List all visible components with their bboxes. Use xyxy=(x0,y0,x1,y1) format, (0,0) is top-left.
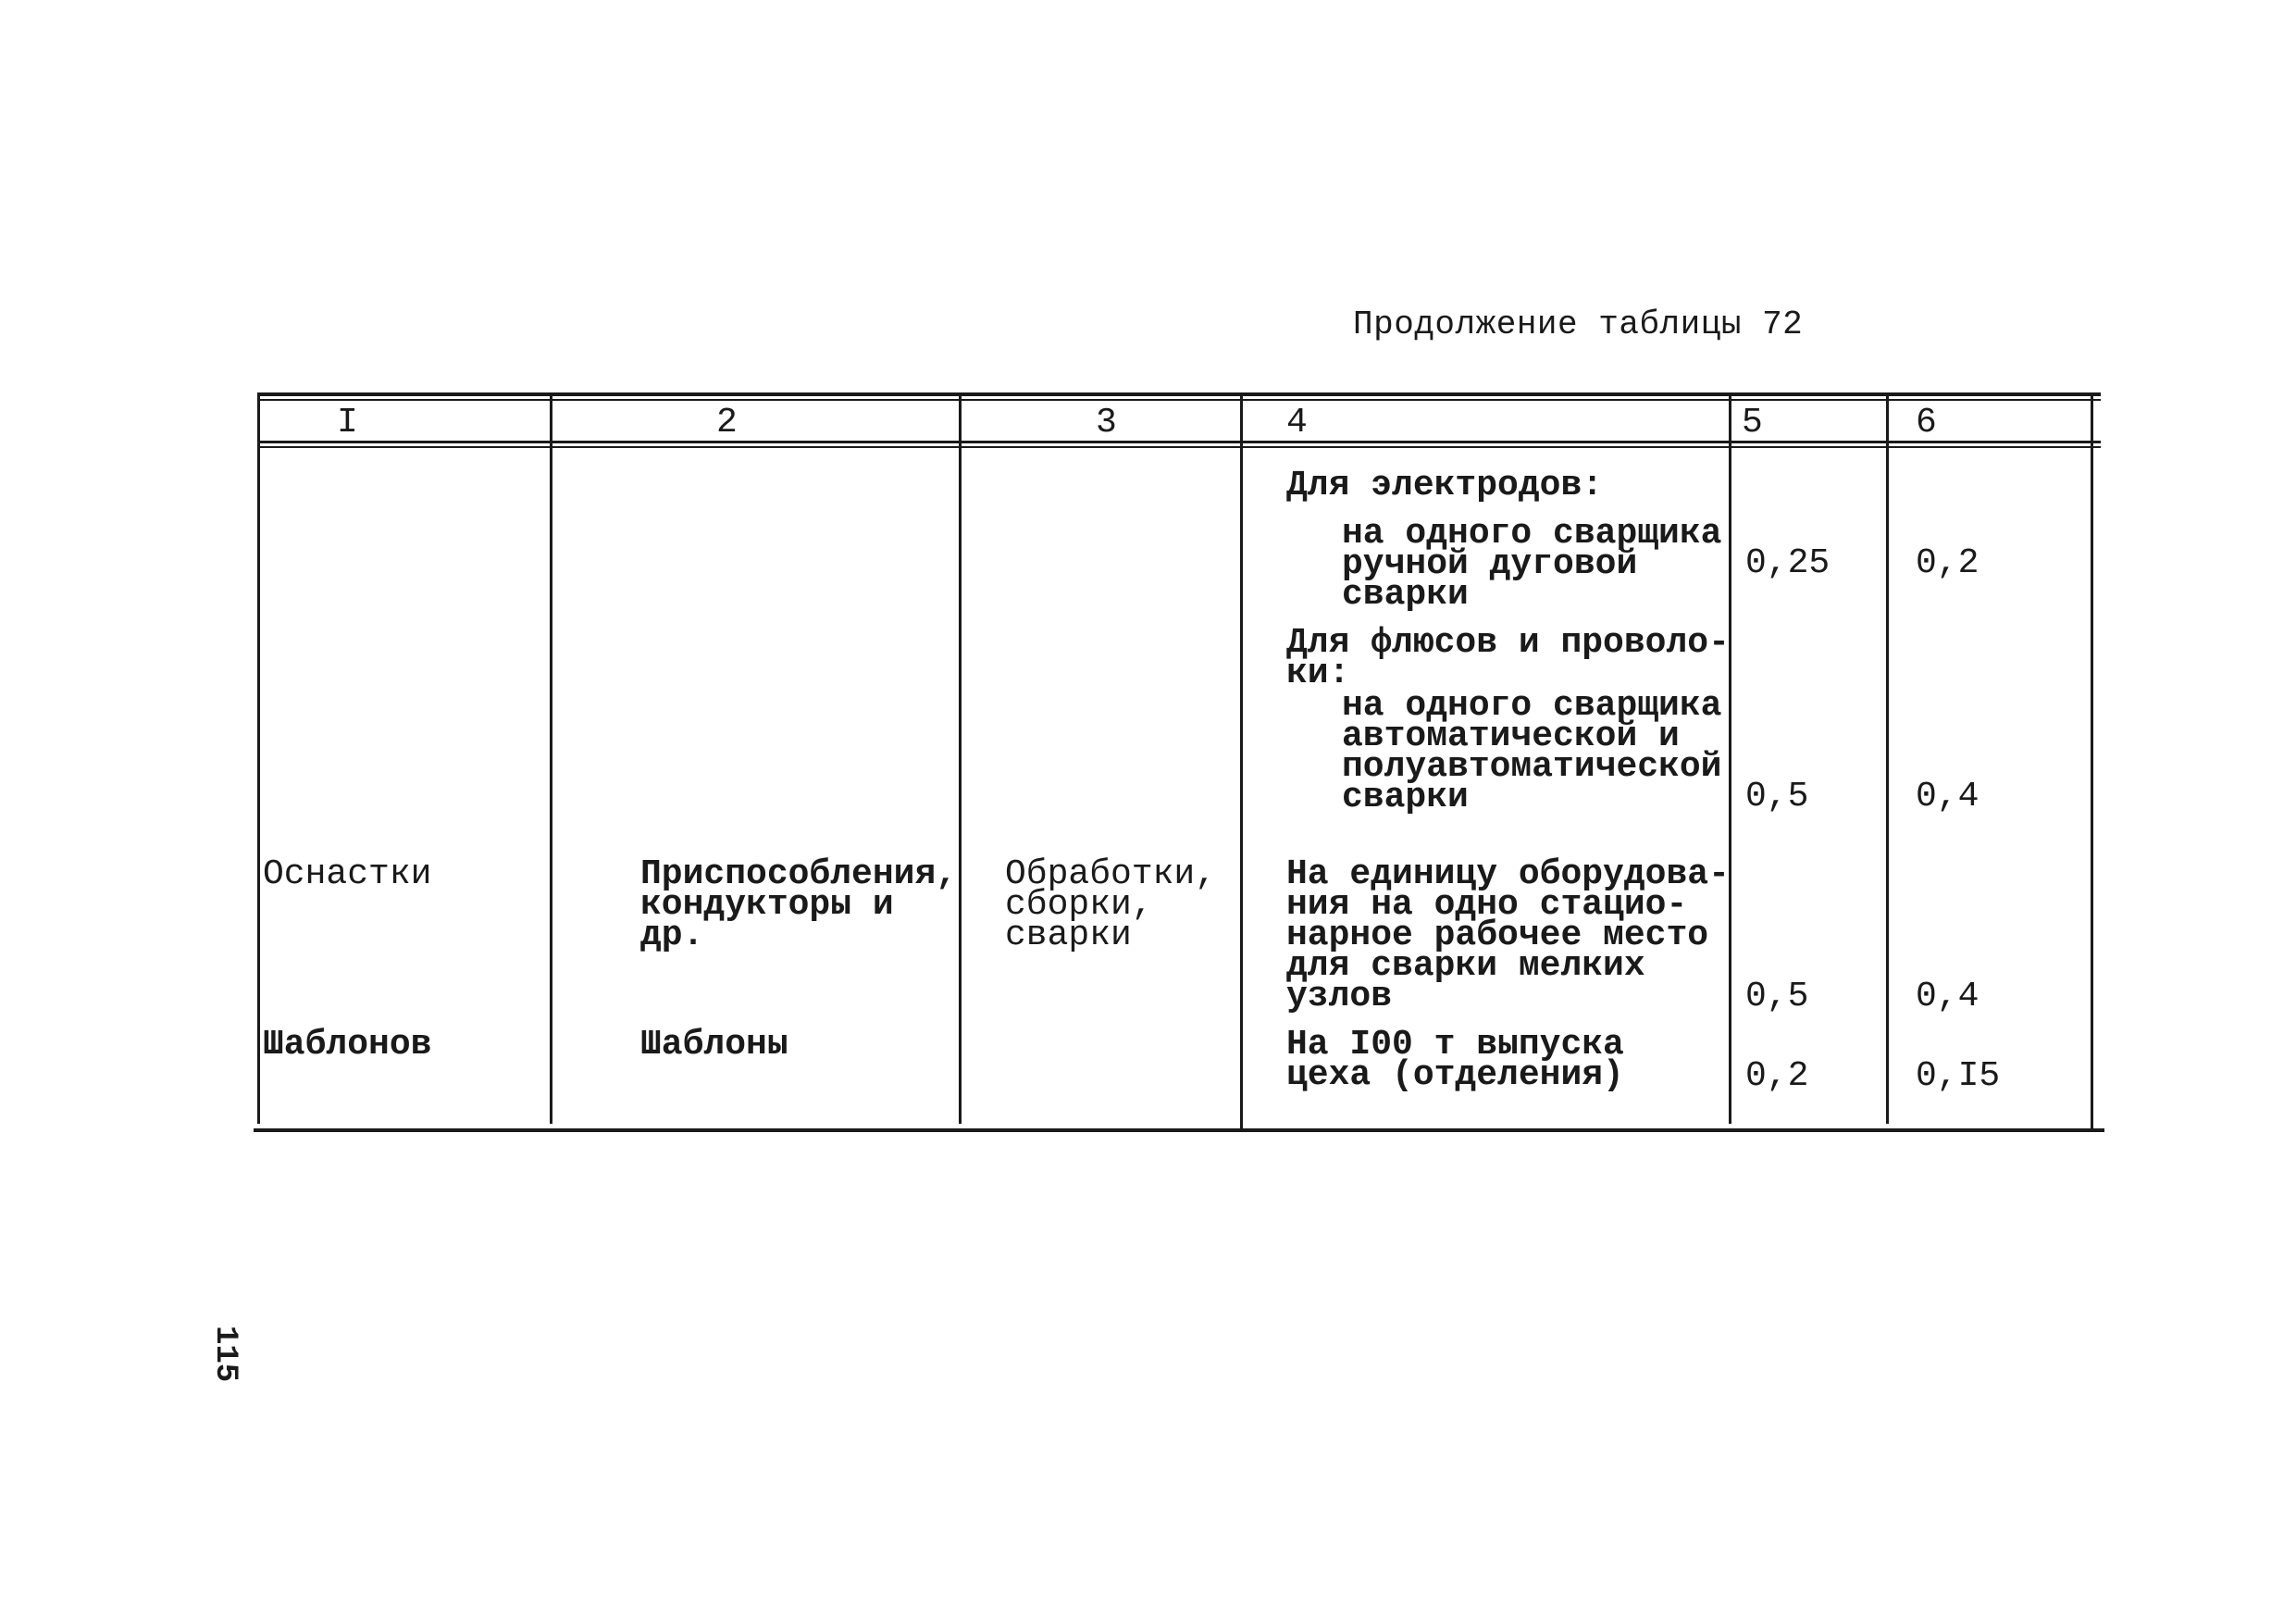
col-rule-4 xyxy=(1729,392,1731,1124)
flux-value-col6: 0,4 xyxy=(1916,777,1980,816)
header-col-4: 4 xyxy=(1286,403,1308,442)
osnastki-col3: Обработки, сборки, сварки xyxy=(1005,854,1217,955)
top-rule-inner xyxy=(257,399,2101,401)
header-col-1: I xyxy=(337,403,358,442)
electrodes-value-col5: 0,25 xyxy=(1745,543,1831,583)
shablonov-col6: 0,I5 xyxy=(1916,1056,2001,1096)
bottom-rule xyxy=(254,1128,2104,1132)
flux-title: Для флюсов и проволо- ки: xyxy=(1286,623,1730,693)
osnastki-col4: На единицу оборудова- ния на одно стацио- нарное рабочее место для сварки мелких узлов xyxy=(1286,854,1730,1016)
shablonov-col1: Шаблонов xyxy=(263,1025,432,1065)
header-rule xyxy=(257,441,2101,443)
table-caption: Продолжение таблицы 72 xyxy=(1353,305,1804,343)
col-rule-0 xyxy=(257,392,260,1124)
shablonov-col4: На I00 т выпуска цеха (отделения) xyxy=(1286,1025,1624,1095)
header-rule-inner xyxy=(257,446,2101,448)
osnastki-col6: 0,4 xyxy=(1916,977,1980,1016)
col-rule-3 xyxy=(1240,392,1243,1130)
col-rule-6 xyxy=(2091,392,2093,1130)
header-col-3: 3 xyxy=(1096,403,1117,442)
header-col-5: 5 xyxy=(1742,403,1763,442)
data-table xyxy=(254,392,2104,1138)
col-rule-5 xyxy=(1886,392,1889,1124)
osnastki-col1: Оснастки xyxy=(263,854,432,894)
osnastki-col5: 0,5 xyxy=(1745,977,1809,1016)
col-rule-1 xyxy=(550,392,552,1124)
flux-value-col5: 0,5 xyxy=(1745,777,1809,816)
electrodes-value-col6: 0,2 xyxy=(1916,543,1980,583)
shablonov-col2: Шаблоны xyxy=(640,1025,788,1065)
electrodes-text: на одного сварщика ручной дуговой сварки xyxy=(1342,514,1722,615)
shablonov-col5: 0,2 xyxy=(1745,1056,1809,1096)
osnastki-col2: Приспособления, кондукторы и др. xyxy=(640,854,958,955)
electrodes-title: Для электродов: xyxy=(1286,466,1604,505)
flux-text: на одного сварщика автоматической и полуавтоматической сварки xyxy=(1342,686,1722,817)
header-col-2: 2 xyxy=(716,403,738,442)
top-rule xyxy=(257,392,2101,396)
header-col-6: 6 xyxy=(1916,403,1937,442)
col-rule-2 xyxy=(959,392,962,1124)
page-number: 115 xyxy=(207,1326,242,1383)
